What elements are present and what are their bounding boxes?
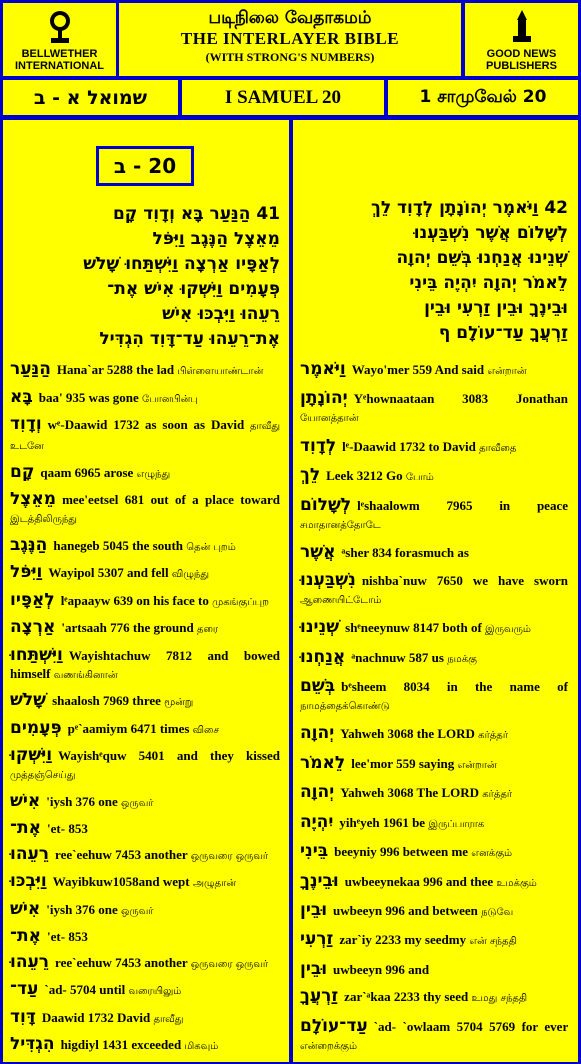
tamil-gloss: ஒருவர்	[121, 797, 154, 809]
tamil-gloss: எனக்கும்	[471, 848, 513, 860]
transliteration-gloss: qaam 6965 arose	[40, 464, 134, 480]
right-entries	[300, 360, 568, 1056]
transliteration-gloss: Wayishᵉquw 5401 and they kissed	[58, 748, 280, 763]
verse-line: לְשָׁלוֹם אֲשֶׁר נִשְׁבַּעְנוּ	[413, 223, 568, 243]
interlinear-entry	[10, 1008, 280, 1029]
hebrew-word: אֶת־	[10, 926, 42, 946]
hebrew-word: נִשְׁבַּעְנוּ	[300, 569, 356, 590]
interlinear-entry	[300, 872, 568, 893]
tamil-gloss: என் சந்ததி	[469, 936, 517, 948]
hebrew-word: וּבֵין	[300, 900, 328, 920]
hebrew-word: יְהוֹנָתָן	[300, 388, 348, 409]
tamil-gloss: யோனத்தான்	[300, 413, 359, 425]
interlinear-entry	[300, 571, 568, 610]
tamil-gloss: அழுதான்	[192, 878, 237, 889]
hebrew-word: מֵאֵצֶל	[10, 489, 57, 509]
transliteration-gloss: Wayishtachuw 7812 and bowed himself	[10, 647, 280, 681]
tamil-gloss: இருப்பாராக	[428, 818, 485, 830]
hebrew-word: לְאַפָּיו	[10, 589, 55, 610]
bellwether-logo-text: BELLWETHER INTERNATIONAL	[14, 47, 104, 72]
tamil-gloss: போனபின்பு	[142, 393, 198, 405]
tamil-gloss: மூன்று	[164, 697, 194, 708]
transliteration-gloss: Hana`ar 5288 the lad	[56, 362, 175, 377]
hebrew-word: אִישׁ	[10, 898, 41, 919]
interlinear-entry	[10, 490, 280, 529]
transliteration-gloss: hanegeb 5045 the south	[53, 537, 184, 553]
tamil-gloss: சமாதானத்தோடே	[300, 519, 381, 531]
transliteration-gloss: wᵉ-Daawid 1732 as soon as David	[47, 417, 245, 432]
hebrew-word: פְּעָמִים	[10, 717, 62, 738]
hebrew-word: אֲשֶׁר	[300, 542, 336, 563]
hebrew-word: יְהוָה	[300, 782, 335, 803]
hebrew-word: הִגְדִּיל	[10, 1034, 55, 1054]
interlinear-entry	[10, 388, 280, 409]
verse-line: מֵאֵצֶל הַנֶּגֶב וַיִּפֹּל	[152, 229, 280, 249]
interlinear-entry	[10, 536, 280, 557]
interlinear-entry	[300, 783, 568, 804]
tamil-gloss: கர்த்தர்	[478, 730, 509, 742]
transliteration-gloss: 'iysh 376 one	[46, 901, 118, 917]
transliteration-gloss: uwbeeynekaa 996 and thee	[344, 873, 494, 889]
verse-line: שְׁנֵינוּ אֲנַחְנוּ בְּשֵׁם יְהוָה	[396, 248, 568, 268]
transliteration-gloss: uwbeeyn 996 and between	[333, 903, 478, 918]
verse-line: אֶת־רֵעֵהוּ עַד־דָּוִד הִגְדִּיל	[99, 329, 280, 349]
transliteration-gloss: Yahweh 3068 The LORD	[340, 785, 480, 801]
tamil-gloss: வரையிலும்	[128, 986, 182, 997]
hebrew-word: לֵךְ	[300, 465, 321, 486]
interlinear-entry	[300, 960, 568, 979]
tamil-gloss: தாவீதை	[479, 442, 517, 454]
interlinear-entry	[10, 819, 280, 838]
interlinear-entry	[300, 754, 568, 775]
verse-line: פְּעָמִים וַיִּשְּׁקוּ אִישׁ אֶת־	[107, 279, 280, 299]
tamil-gloss: விசை	[192, 724, 220, 736]
transliteration-gloss: zar`ᵃkaa 2233 thy seed	[344, 989, 469, 1005]
transliteration-gloss: baa' 935 was gone	[38, 389, 139, 405]
interlinear-entry	[10, 646, 280, 685]
left-entries	[10, 360, 280, 1056]
interlinear-entry	[10, 845, 280, 866]
verse-line: זַרְעֲךָ עַד־עוֹלָם ף	[438, 323, 568, 343]
hebrew-word: לְדָוִד	[300, 435, 337, 456]
transliteration-gloss: ᵃsher 834 forasmuch as	[341, 545, 469, 561]
verse-line: רֵעֵהוּ וַיִּבְכּוּ אִישׁ	[162, 304, 280, 324]
interlinear-entry	[300, 1017, 568, 1056]
verse-line: לְאַפָּיו אַרְצָה וַיִּשְׁתַּחוּ שָׁלֹשׁ	[83, 254, 280, 274]
interlinear-entry	[300, 813, 568, 834]
hebrew-word: זַרְעִי	[300, 929, 334, 950]
transliteration-gloss: nishba`nuw 7650 we have sworn	[361, 572, 568, 588]
hebrew-word: וְדָוִד	[10, 414, 42, 434]
tamil-gloss: போம்	[405, 472, 434, 484]
tamil-gloss: தரை	[196, 624, 219, 635]
tamil-gloss: கர்த்தர்	[482, 789, 513, 801]
verse-41	[10, 202, 280, 352]
transliteration-gloss: shᵉneeynuw 8147 both of	[345, 620, 482, 636]
interlinear-entry	[300, 496, 568, 535]
hebrew-word: וּבֵינֶךָ	[300, 870, 339, 891]
tamil-gloss: ஆணையிட்டோம்	[300, 594, 382, 606]
interlinear-entry	[300, 930, 568, 951]
tamil-gloss: இருவரும்	[485, 624, 531, 636]
transliteration-gloss: bᵉsheem 8034 in the name of	[341, 678, 568, 694]
interlinear-entry	[300, 389, 568, 428]
tamil-gloss: மிகவும்	[184, 1041, 219, 1052]
hebrew-word: דָּוִד	[10, 1006, 36, 1027]
bellwether-logo	[3, 3, 116, 76]
hebrew-word: אֲנַחְנוּ	[300, 646, 346, 667]
tamil-gloss: முகங்குப்புற	[212, 596, 269, 608]
hebrew-word: וַיֹּאמֶר	[300, 359, 346, 379]
verse-line: לֵאמֹר יְהוָה יִהְיֶה בֵּינִי	[409, 273, 568, 293]
main-title: THE INTERLAYER BIBLE	[180, 29, 400, 48]
interlinear-entry	[300, 987, 568, 1008]
good-news-logo-text: GOOD NEWS PUBLISHERS	[486, 47, 557, 72]
interlinear-entry	[10, 618, 280, 639]
tamil-gloss: ஒருவர்	[121, 905, 154, 917]
globe-stand-icon	[45, 8, 75, 46]
interlinear-entry	[300, 901, 568, 922]
hebrew-word: שָׁלֹשׁ	[10, 690, 47, 710]
transliteration-gloss: pᵉ`aamiym 6471 times	[67, 720, 190, 736]
verse-42	[298, 196, 568, 346]
hebrew-word: אֶת־	[10, 818, 42, 838]
header-title-block	[119, 3, 461, 76]
transliteration-gloss: lᵉshaalowm 7965 in peace	[357, 497, 568, 513]
interlinear-entry	[10, 980, 280, 1001]
tamil-gloss: என்றான்	[487, 366, 527, 377]
transliteration-gloss: Wayibkuw1058and wept	[52, 874, 190, 889]
hebrew-word: וַיִּפֹּל	[10, 562, 43, 582]
hebrew-word: אִישׁ	[10, 790, 41, 811]
interlinear-entry	[10, 463, 280, 484]
hebrew-word: עַד־	[10, 979, 39, 999]
transliteration-gloss: 'et- 853	[47, 821, 88, 836]
interlinear-entry	[10, 927, 280, 946]
hebrew-word: וּבֵין	[300, 958, 328, 979]
transliteration-gloss: beeyniy 996 between me	[334, 844, 469, 860]
tamil-book-title: 1 சாமுவேல் 20	[388, 80, 578, 115]
lamp-icon	[507, 8, 537, 46]
transliteration-gloss: 'et- 853	[47, 929, 88, 944]
interlinear-entry	[300, 842, 568, 863]
hebrew-word: רֵעֵהוּ	[10, 951, 50, 972]
hebrew-word: יְהוָה	[300, 723, 335, 744]
transliteration-gloss: ᵃnachnuw 587 us	[351, 649, 444, 665]
interlinear-entry	[10, 691, 280, 712]
hebrew-word: וַיִּשְּׁקוּ	[10, 745, 53, 765]
tamil-gloss: எழுந்து	[136, 468, 171, 480]
hebrew-word: קָם	[10, 461, 35, 482]
interlinear-entry	[10, 415, 280, 456]
interlinear-entry	[300, 618, 568, 639]
transliteration-gloss: zar`iy 2233 my seedmy	[339, 932, 467, 948]
tamil-gloss: உமக்கும்	[496, 877, 537, 889]
interlinear-entry	[10, 563, 280, 584]
transliteration-gloss: 'iysh 376 one	[46, 793, 118, 809]
hebrew-word: הַנַּעַר	[10, 359, 51, 379]
interlinear-entry	[10, 792, 280, 813]
tamil-title: படிநிலை வேதாகமம்	[208, 8, 372, 28]
transliteration-gloss: lᵉapaayw 639 on his face to	[60, 592, 209, 608]
tamil-gloss: தாவீது	[153, 1013, 184, 1025]
interlinear-entry	[300, 648, 568, 669]
subtitle: (WITH STRONG'S NUMBERS)	[205, 50, 375, 64]
transliteration-gloss: mee'eetsel 681 out of a place toward	[62, 492, 280, 507]
interlinear-entry	[10, 360, 280, 381]
interlinear-entry	[300, 437, 568, 458]
tamil-gloss: நமக்கு	[447, 653, 477, 665]
hebrew-word: שְׁנֵינוּ	[300, 617, 340, 638]
tamil-gloss: இடத்திலிருந்து	[10, 514, 77, 525]
transliteration-gloss: lᵉ-Daawid 1732 to David	[342, 438, 476, 454]
hebrew-word: רֵעֵהוּ	[10, 843, 50, 864]
interlinear-entry	[10, 953, 280, 974]
hebrew-word: עַד־עוֹלָם	[300, 1015, 368, 1036]
transliteration-gloss: Wayipol 5307 and fell	[48, 565, 169, 580]
good-news-logo	[465, 3, 578, 76]
hebrew-word: בָּא	[10, 386, 33, 407]
hebrew-word: וַיִּשְׁתַּחוּ	[10, 644, 63, 665]
hebrew-word: הַנֶּגֶב	[10, 534, 48, 555]
verse-line: 42 וַיֹּאמֶר יְהוֹנָתָן לְדָוִד לֵךְ	[371, 198, 568, 218]
transliteration-gloss: Daawid 1732 David	[41, 1009, 151, 1025]
tamil-gloss: பிள்ளையாண்டான்	[177, 366, 264, 377]
tamil-gloss: தென் புறம்	[186, 541, 236, 553]
tamil-gloss: நடுவே	[481, 907, 514, 918]
verse-line: וּבֵינֶךָ וּבֵין זַרְעִי וּבֵין	[424, 298, 568, 318]
tamil-gloss: உமது சந்ததி	[471, 993, 528, 1005]
english-book-title: I SAMUEL 20	[182, 80, 384, 115]
interlinear-entry	[10, 719, 280, 740]
tamil-gloss: ஒருவரை ஒருவர்	[190, 850, 269, 862]
transliteration-gloss: `ad- `owlaam 5704 5769 for ever	[373, 1018, 568, 1034]
tamil-gloss: என்றான்	[457, 759, 497, 771]
transliteration-gloss: Leek 3212 Go	[326, 468, 403, 484]
tamil-gloss: வணங்கினான்	[53, 669, 118, 681]
transliteration-gloss: shaalosh 7969 three	[52, 693, 161, 708]
tamil-gloss: என்றைக்கும்	[300, 1040, 358, 1052]
transliteration-gloss: higdiyl 1431 exceeded	[60, 1037, 182, 1052]
interlinear-entry	[10, 1035, 280, 1056]
transliteration-gloss: `ad- 5704 until	[44, 982, 126, 997]
hebrew-word: לְשָׁלוֹם	[300, 494, 352, 515]
tamil-gloss: நாமத்தைக்கொண்டு	[300, 700, 390, 712]
transliteration-gloss: uwbeeyn 996 and	[333, 961, 430, 977]
transliteration-gloss: Wayo'mer 559 And said	[351, 362, 485, 377]
tamil-gloss: ஒருவரை ஒருவர்	[190, 958, 269, 970]
transliteration-gloss: ree`eehuw 7453 another	[55, 954, 188, 970]
interlinear-entry	[300, 543, 568, 562]
transliteration-gloss: lee'mor 559 saying	[351, 755, 455, 771]
transliteration-gloss: ree`eehuw 7453 another	[55, 846, 188, 862]
transliteration-gloss: Yahweh 3068 the LORD	[340, 726, 475, 742]
interlinear-entry	[10, 746, 280, 785]
interlinear-entry	[10, 591, 280, 612]
tamil-gloss: முத்தஞ்செய்து	[10, 770, 76, 781]
hebrew-word: לֵאמֹר	[300, 752, 346, 773]
hebrew-word: בְּשֵׁם	[300, 675, 336, 696]
interlinear-entry	[10, 900, 280, 921]
interlinear-entry	[300, 677, 568, 716]
interlinear-entry	[300, 724, 568, 745]
chapter-box: 20 - ב	[96, 146, 194, 186]
verse-line: 41 הַנַּעַר בָּא וְדָוִד קָם	[112, 204, 280, 224]
hebrew-book-title: שמואל א - ב	[3, 80, 178, 115]
interlinear-entry	[10, 872, 280, 893]
transliteration-gloss: yihᵉyeh 1961 be	[339, 814, 426, 830]
tamil-gloss: விழுந்து	[171, 569, 209, 580]
hebrew-word: יִהְיֶה	[300, 811, 334, 832]
hebrew-word: זַרְעֲךָ	[300, 986, 339, 1007]
tamil-gloss: தாவீது உடனே	[10, 421, 281, 452]
transliteration-gloss: 'artsaah 776 the ground	[61, 620, 194, 635]
hebrew-word: בֵּינִי	[300, 841, 329, 862]
interlinear-entry	[300, 360, 568, 381]
interlinear-entry	[300, 466, 568, 487]
hebrew-word: וַיִּבְכּוּ	[10, 871, 47, 891]
hebrew-word: אַרְצָה	[10, 617, 56, 637]
transliteration-gloss: Yᵉhownaataan 3083 Jonathan	[353, 391, 568, 407]
